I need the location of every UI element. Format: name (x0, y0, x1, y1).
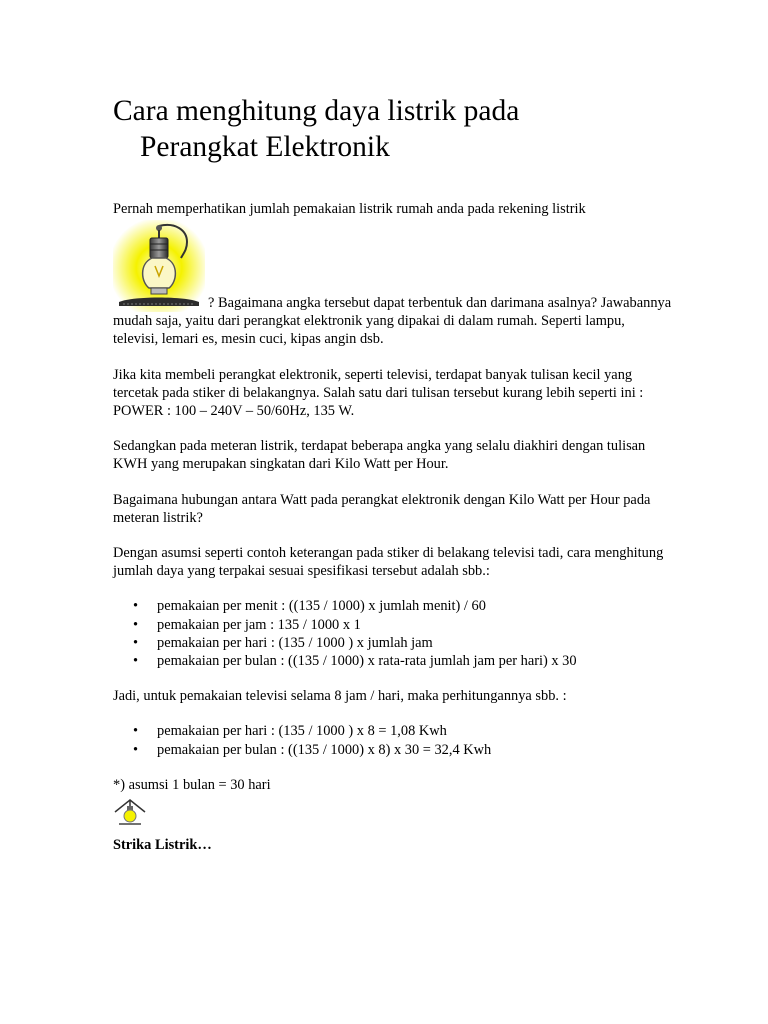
list-item: • pemakaian per jam : 135 / 1000 x 1 (157, 616, 673, 634)
intro-continued-text: ? Bagaimana angka tersebut dapat terbentuk dan darimana asalnya? Jawabannya mudah saja, yaitu dari perangkat elektronik yang dipakai di dalam rumah. Seperti lampu, televisi, lemari es, mesin cuci, kipas angin dsb. (113, 295, 672, 348)
list-item: • pemakaian per hari : (135 / 1000 ) x 8 = 1,08 Kwh (157, 722, 673, 740)
footnote: *) asumsi 1 bulan = 30 hari (113, 776, 271, 793)
paragraph-question: Bagaimana hubungan antara Watt pada perangkat elektronik dengan Kilo Watt per Hour pada meteran listrik? (113, 491, 651, 526)
paragraph-meter: Sedangkan pada meteran listrik, terdapat beberapa angka yang selalu diakhiri dengan tulisan KWH yang merupakan singkatan dari Kilo Watt per Hour. (113, 438, 646, 473)
paragraph-assumption: Dengan asumsi seperti contoh keterangan pada stiker di belakang televisi tadi, cara menghitung jumlah daya yang terpakai sesuai spesifikasi tersebut adalah sbb.: (113, 545, 664, 580)
paragraph-sticker: Jika kita membeli perangkat elektronik, seperti televisi, terdapat banyak tulisan kecil yang tercetak pada stiker di belakangnya. Salah satu dari tulisan tersebut kurang lebih seperti ini : POWER : 100 – 240V – 50/60Hz, 135 W. (113, 366, 644, 420)
formula-list (113, 597, 673, 670)
paragraph-example: Jadi, untuk pemakaian televisi selama 8 jam / hari, maka perhitungannya sbb. : (113, 688, 567, 705)
hanging-lamp-icon (113, 798, 147, 826)
intro-paragraph (113, 200, 673, 349)
article-body (113, 200, 673, 871)
list-item: • pemakaian per menit : ((135 / 1000) x jumlah menit) / 60 (157, 597, 673, 615)
result-list (113, 722, 673, 758)
list-item: • pemakaian per bulan : ((135 / 1000) x 8) x 30 = 32,4 Kwh (157, 741, 673, 759)
page-title (113, 93, 673, 165)
list-item: • pemakaian per bulan : ((135 / 1000) x rata-rata jumlah jam per hari) x 30 (157, 652, 673, 670)
light-bulb-icon (113, 220, 205, 312)
next-section-heading: Strika Listrik… (113, 837, 212, 854)
title-line-2: Perangkat Elektronik (140, 131, 390, 163)
intro-text: Pernah memperhatikan jumlah pemakaian listrik rumah anda pada rekening listrik (113, 201, 586, 217)
title-line-1: Cara menghitung daya listrik pada (113, 95, 520, 127)
list-item: • pemakaian per hari : (135 / 1000 ) x jumlah jam (157, 634, 673, 652)
